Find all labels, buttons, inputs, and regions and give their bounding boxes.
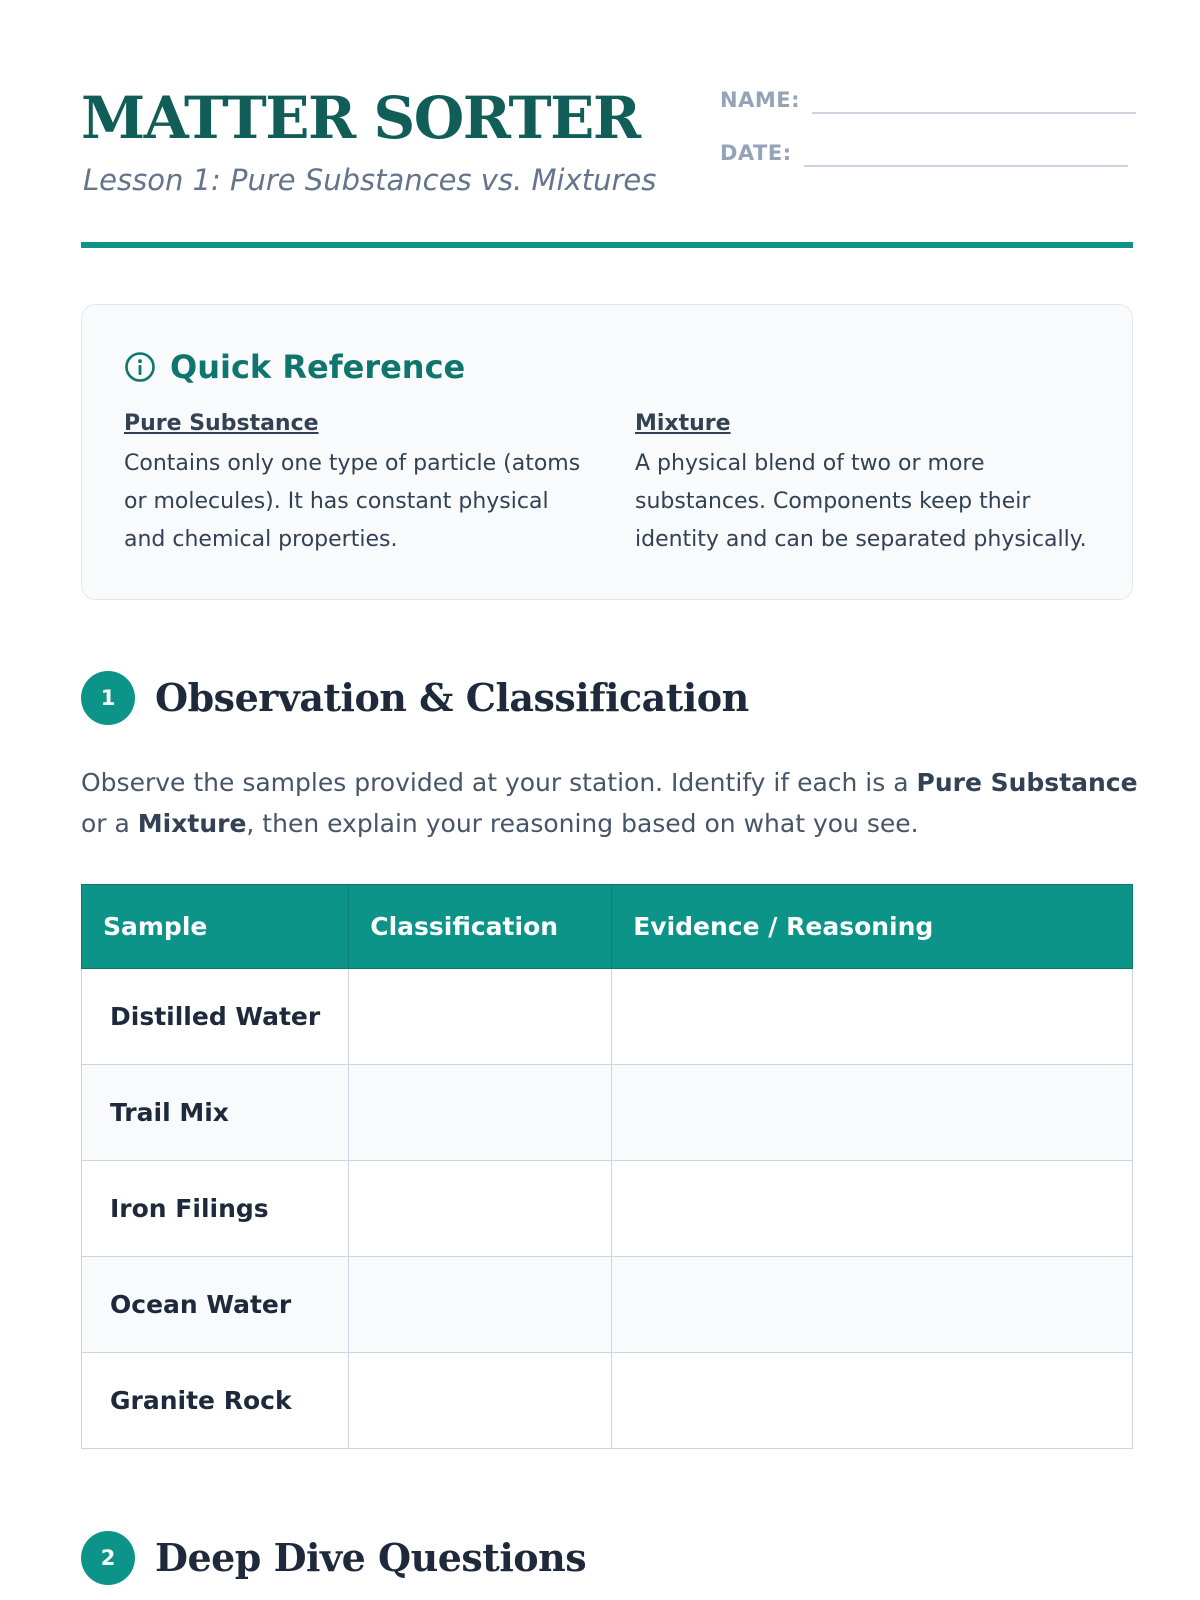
name-field-row <box>720 86 1136 114</box>
section-2-heading <box>81 1531 586 1585</box>
table-row <box>82 1065 1133 1161</box>
mixture-definition <box>635 409 1097 559</box>
instructions-bold-mixture: Mixture <box>137 809 247 838</box>
sample-cell: Trail Mix <box>82 1065 349 1161</box>
table-row <box>82 969 1133 1065</box>
classification-table <box>81 884 1133 1449</box>
instructions-text-2: or a <box>81 809 138 838</box>
date-label: DATE: <box>720 141 792 165</box>
pure-substance-text: Contains only one type of particle (atoms or molecules). It has constant physical and chemical properties. <box>124 451 581 552</box>
section-1-title: Observation & Classification <box>155 675 749 720</box>
classification-cell[interactable] <box>349 1161 612 1257</box>
quick-reference-title: Quick Reference <box>170 348 466 386</box>
classification-cell[interactable] <box>349 1257 612 1353</box>
header-evidence: Evidence / Reasoning <box>612 885 1133 969</box>
table-row <box>82 1161 1133 1257</box>
classification-cell[interactable] <box>349 1065 612 1161</box>
section-1-heading <box>81 671 749 725</box>
evidence-cell[interactable] <box>612 1161 1133 1257</box>
page-subtitle: Lesson 1: Pure Substances vs. Mixtures <box>83 163 657 197</box>
mixture-text: A physical blend of two or more substances. Components keep their identity and can be separated physically. <box>635 451 1087 552</box>
evidence-cell[interactable] <box>612 1257 1133 1353</box>
pure-substance-term: Pure Substance <box>124 411 319 436</box>
header-classification: Classification <box>349 885 612 969</box>
header-divider <box>81 242 1133 248</box>
instructions-text-3: , then explain your reasoning based on what you see. <box>246 809 919 838</box>
section-1-instructions <box>81 762 1141 844</box>
page-title: MATTER SORTER <box>81 84 640 152</box>
table-row <box>82 1257 1133 1353</box>
info-icon <box>124 351 156 383</box>
table-header-row <box>82 885 1133 969</box>
sample-cell: Distilled Water <box>82 969 349 1065</box>
classification-cell[interactable] <box>349 1353 612 1449</box>
name-input-line[interactable] <box>812 92 1136 114</box>
sample-cell: Iron Filings <box>82 1161 349 1257</box>
section-2-badge: 2 <box>81 1531 135 1585</box>
mixture-term: Mixture <box>635 411 731 436</box>
section-2-title: Deep Dive Questions <box>155 1535 587 1580</box>
section-1-badge: 1 <box>81 671 135 725</box>
evidence-cell[interactable] <box>612 969 1133 1065</box>
evidence-cell[interactable] <box>612 1065 1133 1161</box>
sample-cell: Ocean Water <box>82 1257 349 1353</box>
sample-cell: Granite Rock <box>82 1353 349 1449</box>
date-field-row <box>720 139 1128 167</box>
instructions-bold-pure: Pure Substance <box>916 768 1138 797</box>
quick-reference-header <box>124 347 465 387</box>
name-label: NAME: <box>720 88 800 112</box>
table-row <box>82 1353 1133 1449</box>
header-sample: Sample <box>82 885 349 969</box>
evidence-cell[interactable] <box>612 1353 1133 1449</box>
classification-cell[interactable] <box>349 969 612 1065</box>
pure-substance-definition <box>124 409 594 559</box>
quick-reference-box <box>81 304 1133 600</box>
worksheet-page <box>81 0 1138 1600</box>
date-input-line[interactable] <box>804 145 1128 167</box>
instructions-text-1: Observe the samples provided at your station. Identify if each is a <box>81 768 917 797</box>
